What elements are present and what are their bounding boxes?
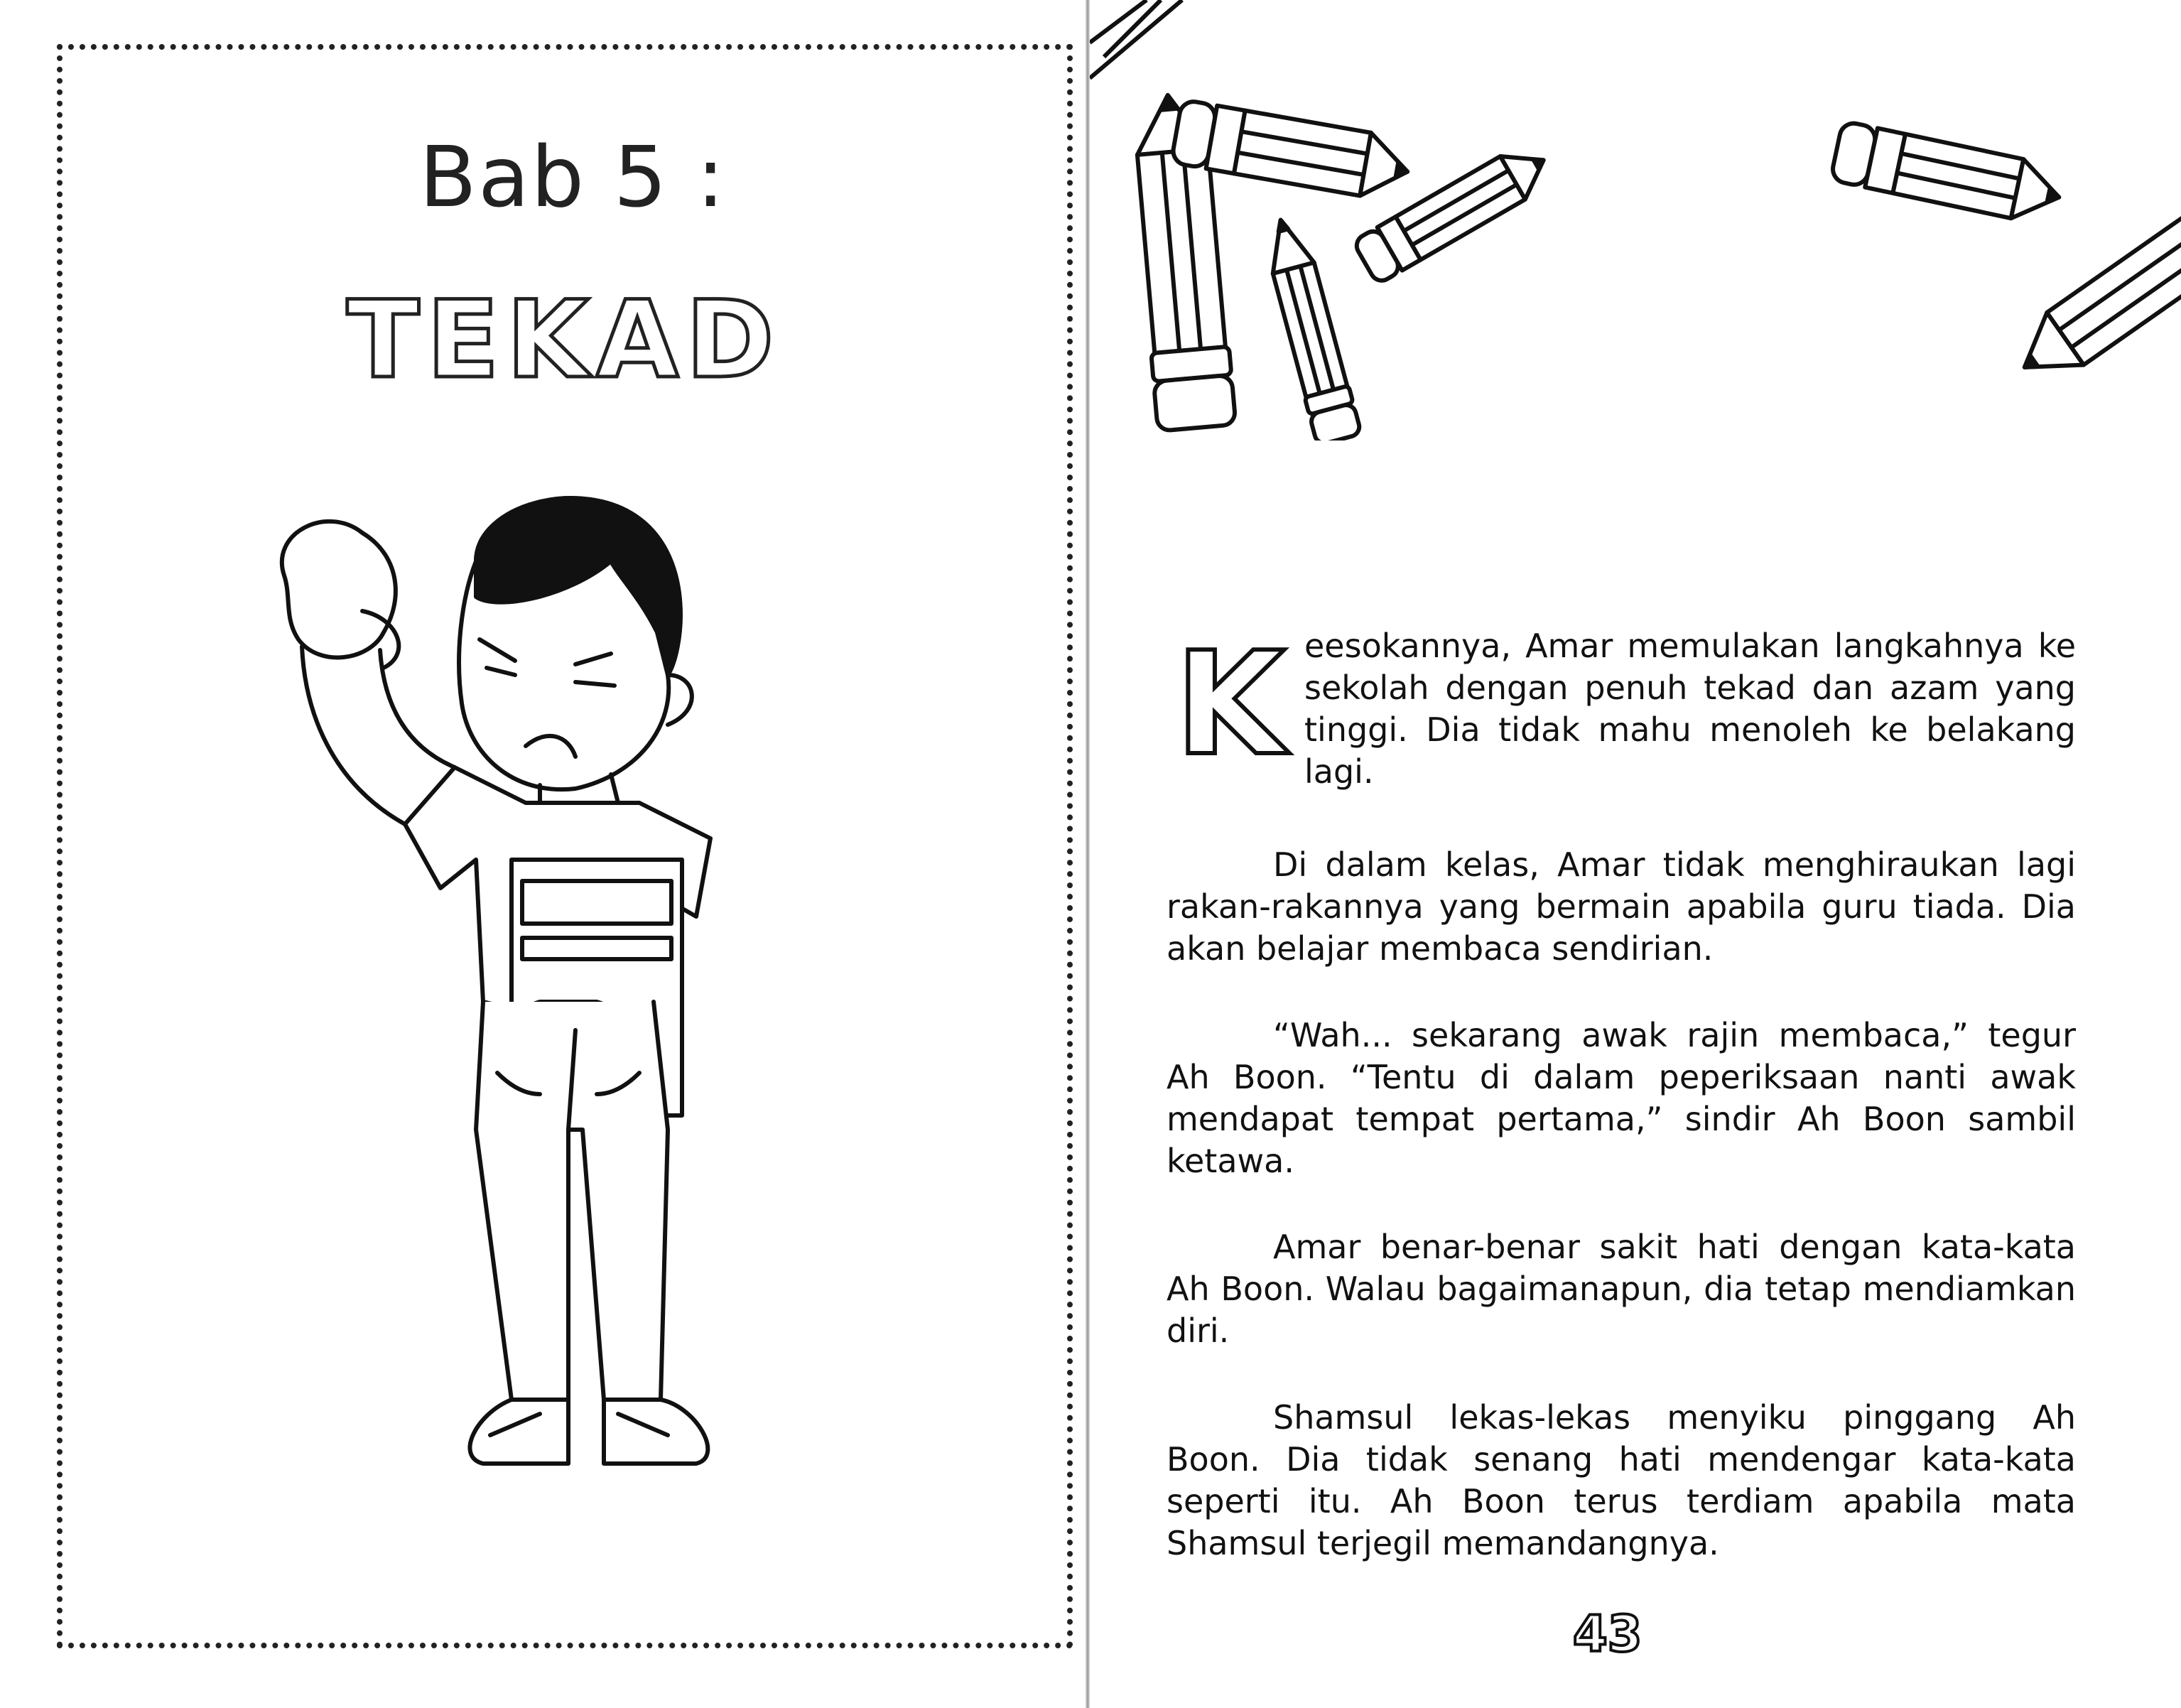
chapter-label: Bab 5 : — [419, 128, 727, 226]
chapter-title: TEKAD — [347, 279, 781, 402]
boy-illustration — [242, 490, 810, 1556]
paragraph-2: Di dalam kelas, Amar tidak menghiraukan lagi rakan-rakannya yang bermain apabila guru tiada. Dia akan belajar membaca sendirian. — [1167, 845, 2076, 968]
drop-cap-letter: K — [1175, 625, 1285, 782]
chapter-title-outline-text — [341, 270, 781, 412]
left-page — [0, 0, 1087, 1708]
paragraph-3: “Wah... sekarang awak rajin membaca,” tegur Ah Boon. “Tentu di dalam peperiksaan nanti awak mendapat tempat pertama,” sindir Ah Boon sambil ketawa. — [1167, 1016, 2076, 1180]
right-page — [1090, 0, 2181, 1708]
paragraph-1: eesokannya, Amar memulakan langkahnya ke sekolah dengan penuh tekad dan azam yang tinggi. Dia tidak mahu menoleh ke belakang lagi. — [1304, 627, 2076, 791]
pencils-illustration — [1090, 0, 2181, 440]
page-number-text: 43 — [1573, 1605, 1642, 1663]
paragraph-4: Amar benar-benar sakit hati dengan kata-kata Ah Boon. Walau bagaimanapun, dia tetap mendiamkan diri. — [1167, 1228, 2076, 1350]
drop-cap — [1169, 625, 1297, 782]
page-number — [1566, 1600, 1665, 1664]
paragraph-5: Shamsul lekas-lekas menyiku pinggang Ah Boon. Dia tidak senang hati mendengar kata-kata seperti itu. Ah Boon terus terdiam apabila mata Shamsul terjegil memandangnya. — [1167, 1398, 2076, 1562]
